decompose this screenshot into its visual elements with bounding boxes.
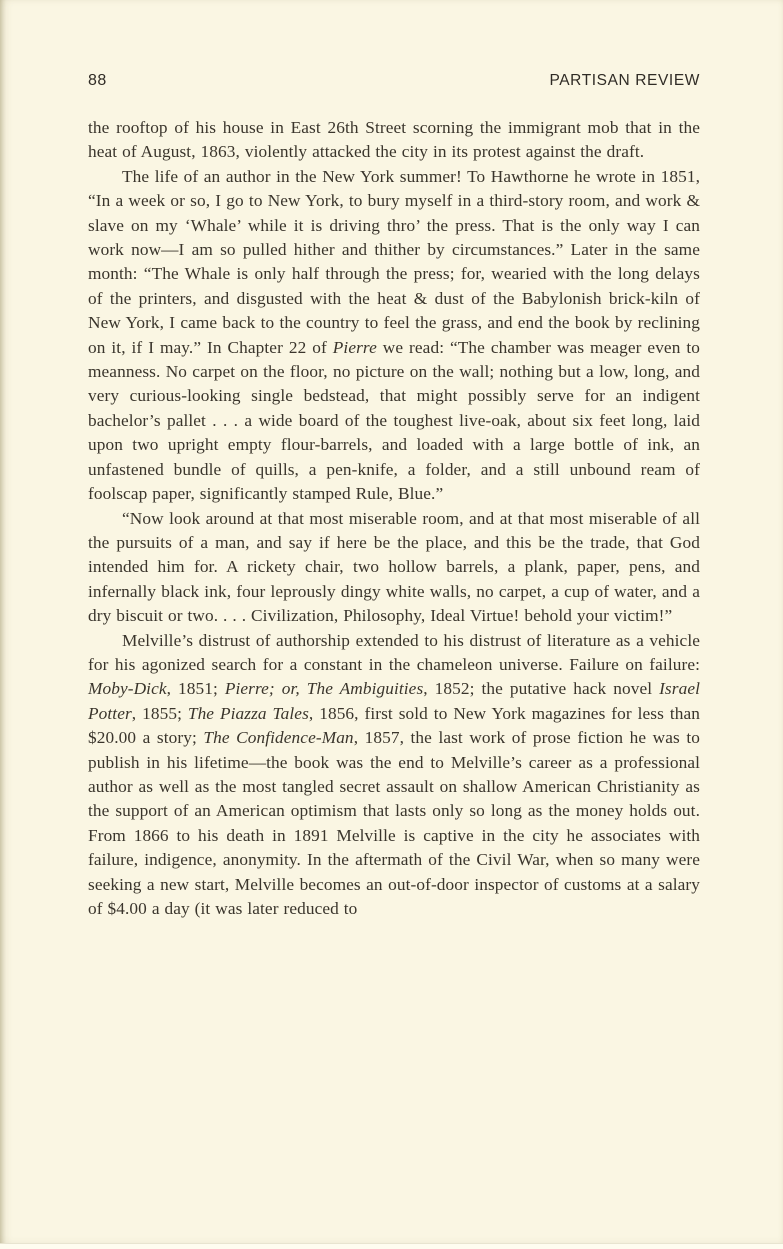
text-run: , 1856, first sold to New York magazines for less than $20.00 a story; (88, 703, 700, 748)
paragraph (88, 116, 700, 165)
book-title-italic: The Confidence-Man (203, 728, 354, 748)
page-number: 88 (88, 72, 107, 89)
book-title-italic: The Piazza Tales (187, 703, 309, 723)
book-title-italic: Moby-Dick (88, 679, 167, 699)
text-run: The life of an author in the New York summer! To Hawthorne he wrote in 1851, “In a week or so, I go to New York, to bury myself in a third-story room, and work & slave on my ‘Whale’ while it is driving thro’ the press. That is the only way I can work now—I am so pulled hither and thither by circumstances.” Later in the same month: “The Whale is only half through the press; for, wearied with the long delays of the printers, and disgusted with the heat & dust of the Babylonish brick-kiln of New York, I came back to the country to feel the grass, and end the book by reclining on it, if I may.” In Chapter 22 of (88, 166, 700, 357)
paragraph (88, 507, 700, 629)
text-run: , 1855; (131, 703, 188, 723)
text-run: Melville’s distrust of authorship extended to his distrust of literature as a vehicle for his agonized search for a constant in the chameleon universe. Failure on failure: (88, 630, 700, 674)
paragraph (88, 629, 700, 922)
scan-edge-bottom (0, 1243, 783, 1249)
book-title-italic: Pierre (332, 337, 377, 357)
text-run: “Now look around at that most miserable room, and at that most miserable of all the pursuits of a man, and say if here be the place, and this be the trade, that God intended him for. A rickety chair, two hollow barrels, a plank, paper, pens, and infernally black ink, four leprously dingy white walls, no carpet, a cup of water, and a dry biscuit or two. . . . Civilization, Philosophy, Ideal Virtue! behold your victim!” (88, 508, 700, 626)
text-run: , 1852; the putative hack novel (423, 679, 660, 699)
text-run: the rooftop of his house in East 26th Street scorning the immigrant mob that in the heat of August, 1863, violently attacked the city in its protest against the draft. (88, 118, 700, 162)
text-run: , 1851; (166, 679, 225, 699)
paragraph (88, 165, 700, 507)
book-title-italic: Israel Potter (88, 679, 700, 723)
text-run: , 1857, the last work of prose fiction he was to publish in his lifetime—the book was the end to Melville’s career as a professional author as well as the most tangled secret assault on shallow American Christianity as the support of an American optimism that lasts only so long as the money holds out. From 1866 to his death in 1891 Melville is captive in the city he associates with failure, indigence, anonymity. In the aftermath of the Civil War, when so many were seeking a new start, Melville becomes an out-of-door inspector of customs at a salary of $4.00 a day (it was later reduced to (88, 728, 700, 918)
journal-title: PARTISAN REVIEW (549, 72, 700, 89)
running-header (0, 0, 783, 90)
page-body (88, 116, 700, 921)
text-run: we read: “The chamber was meager even to meanness. No carpet on the floor, no picture on the wall; nothing but a low, long, and very curious-looking single bedstead, that might possibly serve for an indigent bachelor’s pallet . . . a wide board of the toughest live-oak, about six feet long, laid upon two upright empty flour-barrels, and loaded with a large bottle of ink, an unfastened bundle of quills, a pen-knife, a folder, and a still unbound ream of foolscap paper, significantly stamped Rule, Blue.” (88, 337, 701, 504)
scan-edge-left (0, 0, 6, 1249)
book-title-italic: Pierre; or, The Ambiguities (224, 679, 424, 699)
